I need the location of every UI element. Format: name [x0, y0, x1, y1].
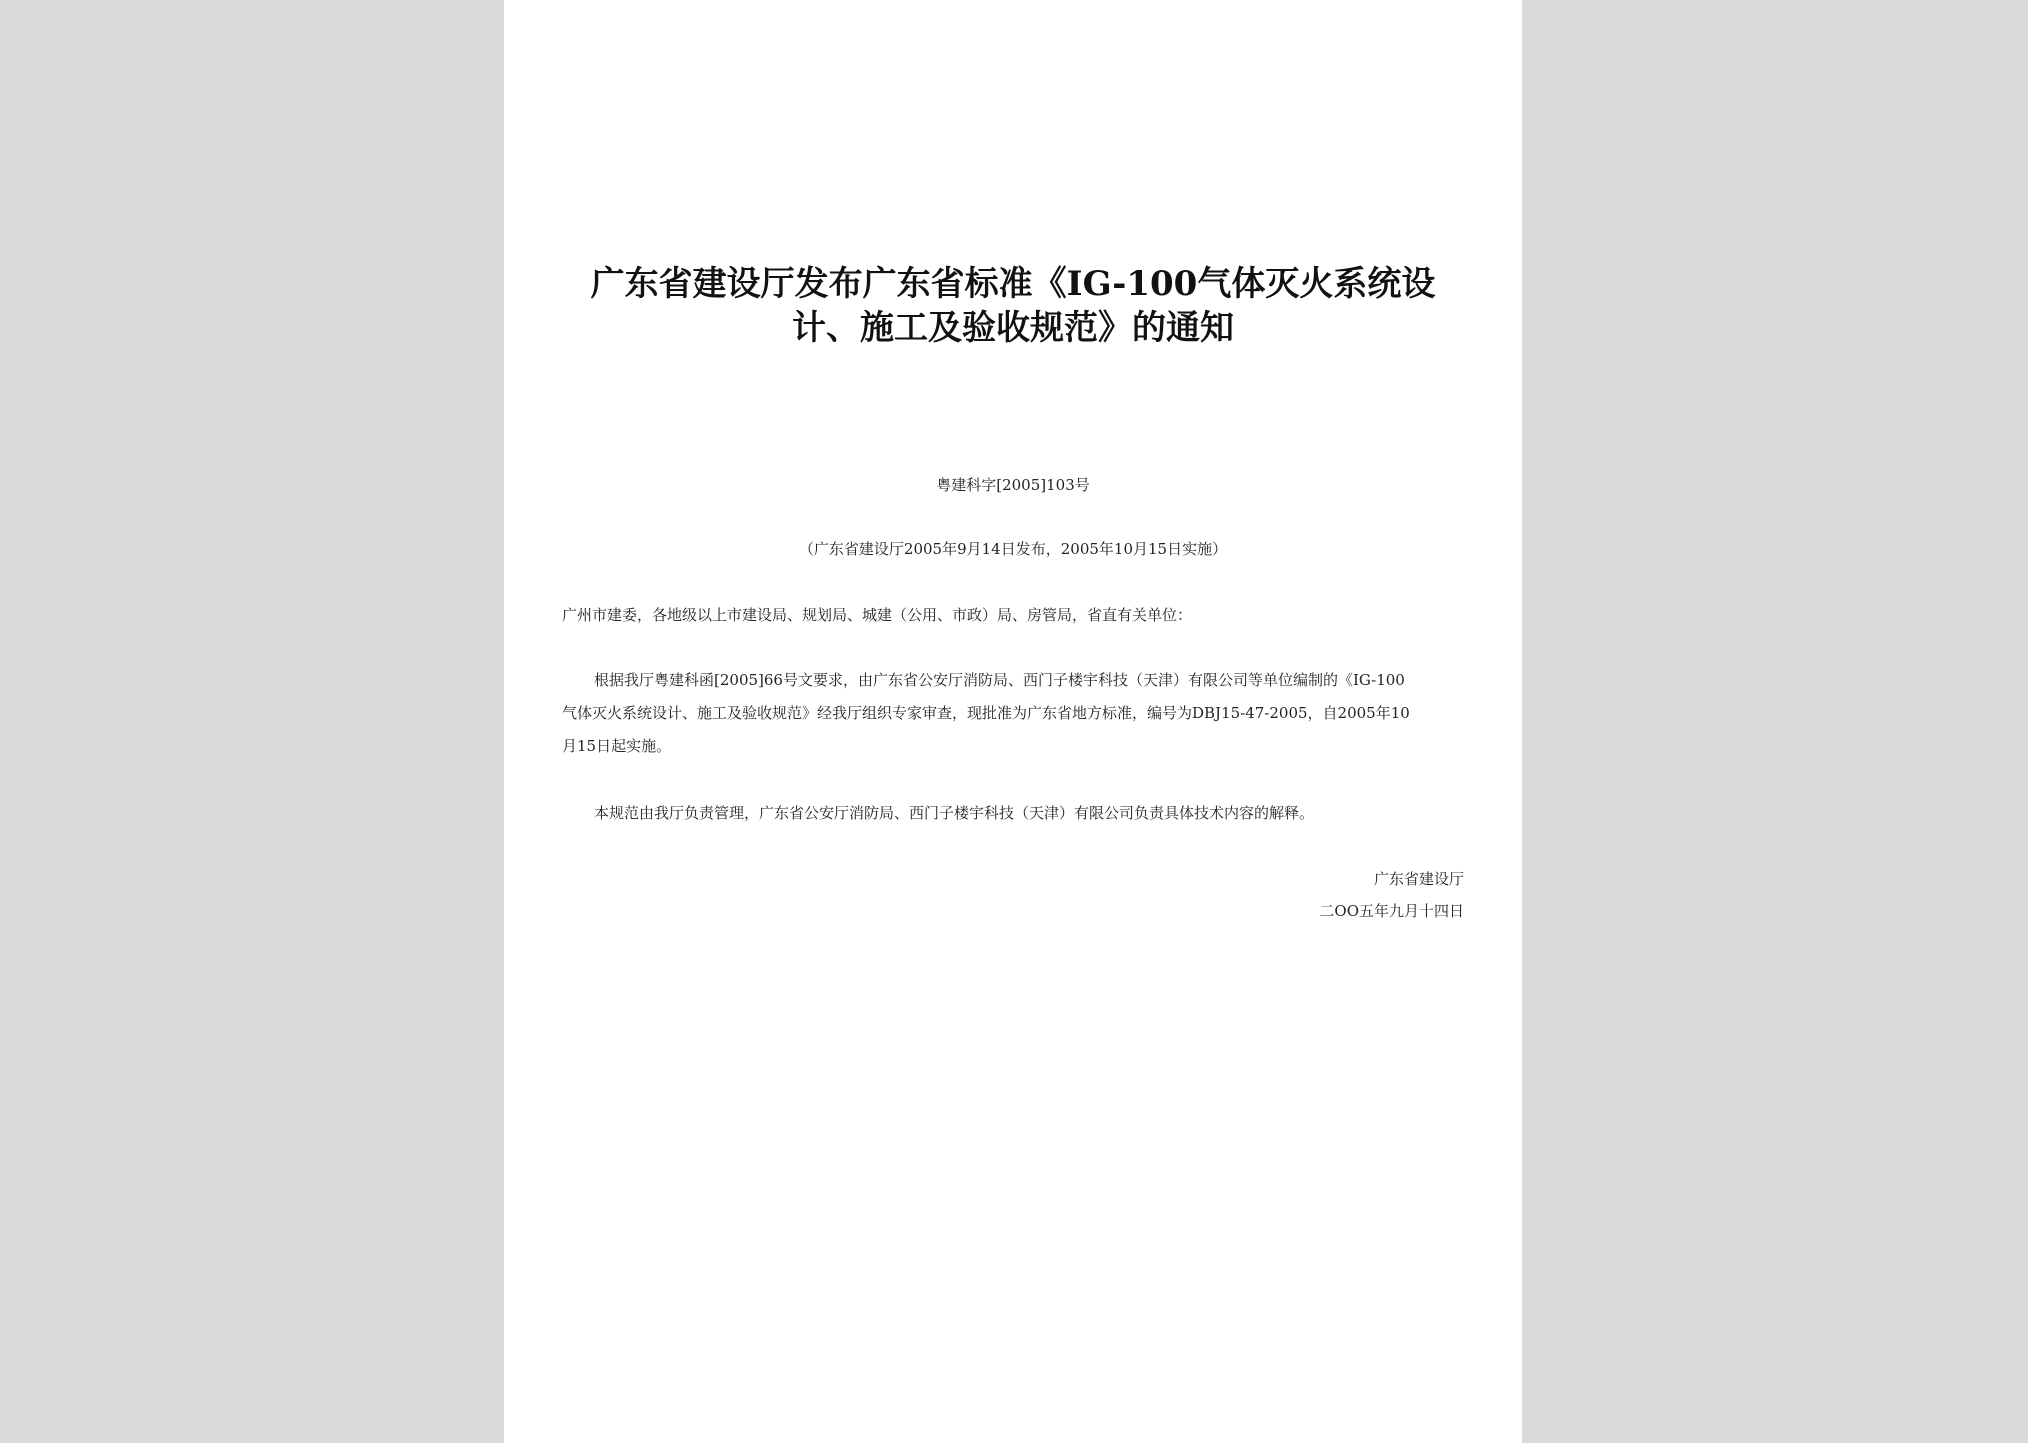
signature-organization: 广东省建设厅: [1373, 870, 1464, 888]
paragraph-management-line: 本规范由我厅负责管理，广东省公安厅消防局、西门子楼宇科技（天津）有限公司负责具体技术内容的解释。: [594, 804, 1315, 822]
document-title: [554, 262, 1472, 350]
paragraph-management: [594, 797, 1474, 830]
paragraph-approval-line-1: 根据我厅粤建科函[2005]66号文要求，由广东省公安厅消防局、西门子楼宇科技（天津）有限公司等单位编制的《IG-100: [594, 671, 1405, 689]
paragraph-approval: [562, 664, 1462, 763]
issue-info: （广东省建设厅2005年9月14日发布，2005年10月15日实施）: [798, 540, 1228, 558]
paragraph-approval-line-3: 月15日起实施。: [562, 737, 672, 755]
signature-date: 二OO五年九月十四日: [1319, 902, 1464, 920]
document-number: 粤建科字[2005]103号: [936, 476, 1090, 494]
title-line-2: 计、施工及验收规范》的通知: [792, 308, 1234, 348]
document-page: [504, 0, 1522, 1443]
title-line-1: 广东省建设厅发布广东省标准《IG-100气体灭火系统设: [590, 264, 1436, 304]
paragraph-approval-line-2: 气体灭火系统设计、施工及验收规范》经我厅组织专家审查，现批准为广东省地方标准，编号为DBJ15-47-2005，自2005年10: [562, 704, 1410, 722]
addressee: 广州市建委，各地级以上市建设局、规划局、城建（公用、市政）局、房管局，省直有关单位：: [562, 606, 1193, 624]
